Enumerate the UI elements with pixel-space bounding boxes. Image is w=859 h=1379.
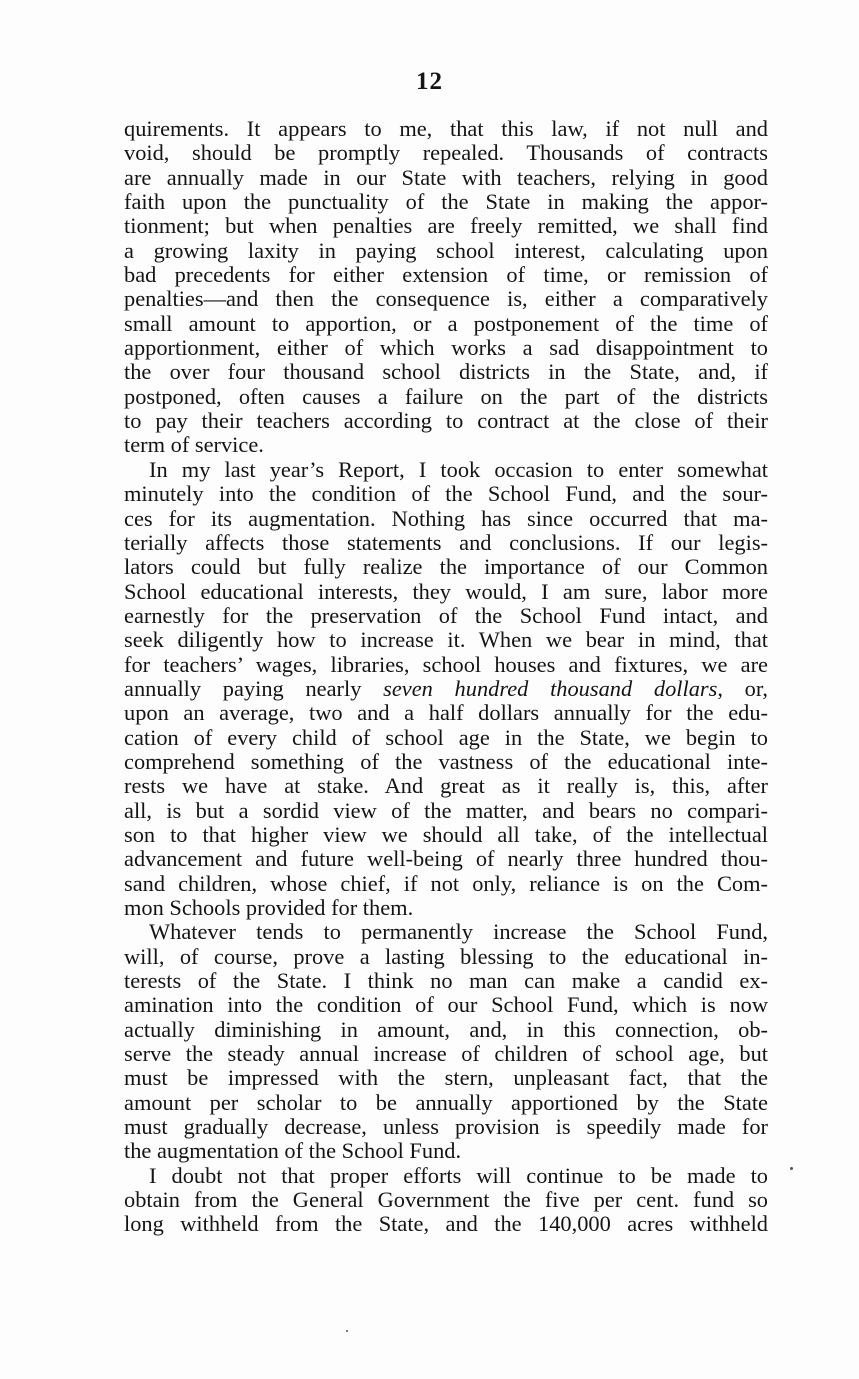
text-line: small amount to apportion, or a postponement of the time of [124,310,768,336]
text-line: ces for its augmentation. Nothing has since occurred that ma- [124,505,768,531]
text-line: upon an average, two and a half dollars annually for the edu- [124,700,768,726]
text-line: penalties—and then the consequence is, either a comparatively [124,286,768,312]
text-line: Whatever tends to permanently increase the School Fund, [149,919,768,945]
text-line: postponed, often causes a failure on the part of the districts [124,383,768,409]
page-number: 12 [416,68,443,95]
scan-speck [790,1167,793,1170]
text-line: rests we have at stake. And great as it really is, this, after [124,773,768,799]
text-line: terially affects those statements and conclusions. If our legis- [124,529,768,555]
text-line: apportionment, either of which works a sad disappointment to [124,335,768,361]
text-line: for teachers’ wages, libraries, school houses and fixtures, we are [124,651,768,677]
text-line: will, of course, prove a lasting blessing to the educational in- [124,943,768,969]
text-line: lators could but fully realize the importance of our Common [124,554,768,580]
text-line: bad precedents for either extension of time, or remission of [124,262,768,288]
text-line: tionment; but when penalties are freely remitted, we shall find [124,213,768,239]
text-line: In my last year’s Report, I took occasion to enter somewhat [149,456,768,482]
text-line: advancement and future well-being of nearly three hundred thou- [124,846,768,872]
paragraph-4 [124,1164,768,1237]
text-line: must gradually decrease, unless provision is speedily made for [124,1114,768,1140]
text-line: void, should be promptly repealed. Thousands of contracts [124,140,768,166]
text-line: I doubt not that proper efforts will continue to be made to [149,1162,768,1188]
italic-amount: seven hundred thousand dollars [383,675,718,701]
text-line: seek diligently how to increase it. When we bear in mind, that [124,627,768,653]
text-line: School educational interests, they would, I am sure, labor more [124,578,768,604]
text-line: comprehend something of the vastness of the educational inte- [124,748,768,774]
text-line: must be impressed with the stern, unpleasant fact, that the [124,1065,768,1091]
text-line: a growing laxity in paying school interest, calculating upon [124,237,768,263]
text-line: quirements. It appears to me, that this law, if not null and [124,116,768,141]
text-line: actually diminishing in amount, and, in this connection, ob- [124,1016,768,1042]
paragraph-3 [124,920,768,1163]
body-text [124,117,768,1237]
text-line: son to that higher view we should all take, of the intellectual [124,821,768,847]
text-line: earnestly for the preservation of the School Fund intact, and [124,602,768,628]
text-line: cation of every child of school age in the State, we begin to [124,724,768,750]
scan-speck [346,1330,348,1332]
text-line: terests of the State. I think no man can make a candid ex- [124,968,768,994]
paragraph-2 [124,458,768,921]
text-line: obtain from the General Government the five per cent. fund so [124,1187,768,1213]
text-segment: , or, [717,675,769,701]
text-segment: annually paying nearly [124,675,384,701]
text-line: to pay their teachers according to contract at the close of their [124,408,768,434]
text-line: are annually made in our State with teachers, relying in good [124,164,768,190]
text-line: mon Schools provided for them. [124,895,414,920]
text-line: amount per scholar to be annually apportioned by the State [124,1089,768,1115]
text-line: amination into the condition of our School Fund, which is now [124,992,768,1018]
text-line: long withheld from the State, and the 140,000 acres withheld [124,1211,768,1237]
text-line: serve the steady annual increase of children of school age, but [124,1041,768,1067]
text-line: sand children, whose chief, if not only, reliance is on the Com- [124,870,768,896]
text-line: faith upon the punctuality of the State in making the appor- [124,189,768,215]
text-line: term of service. [124,432,264,458]
text-line: all, is but a sordid view of the matter, and bears no compari- [124,797,768,823]
text-line: the over four thousand school districts in the State, and, if [124,359,768,385]
paragraph-1 [124,117,768,458]
text-line-with-italic [124,677,768,701]
text-line: the augmentation of the School Fund. [124,1138,462,1164]
text-line: minutely into the condition of the School Fund, and the sour- [124,481,768,507]
